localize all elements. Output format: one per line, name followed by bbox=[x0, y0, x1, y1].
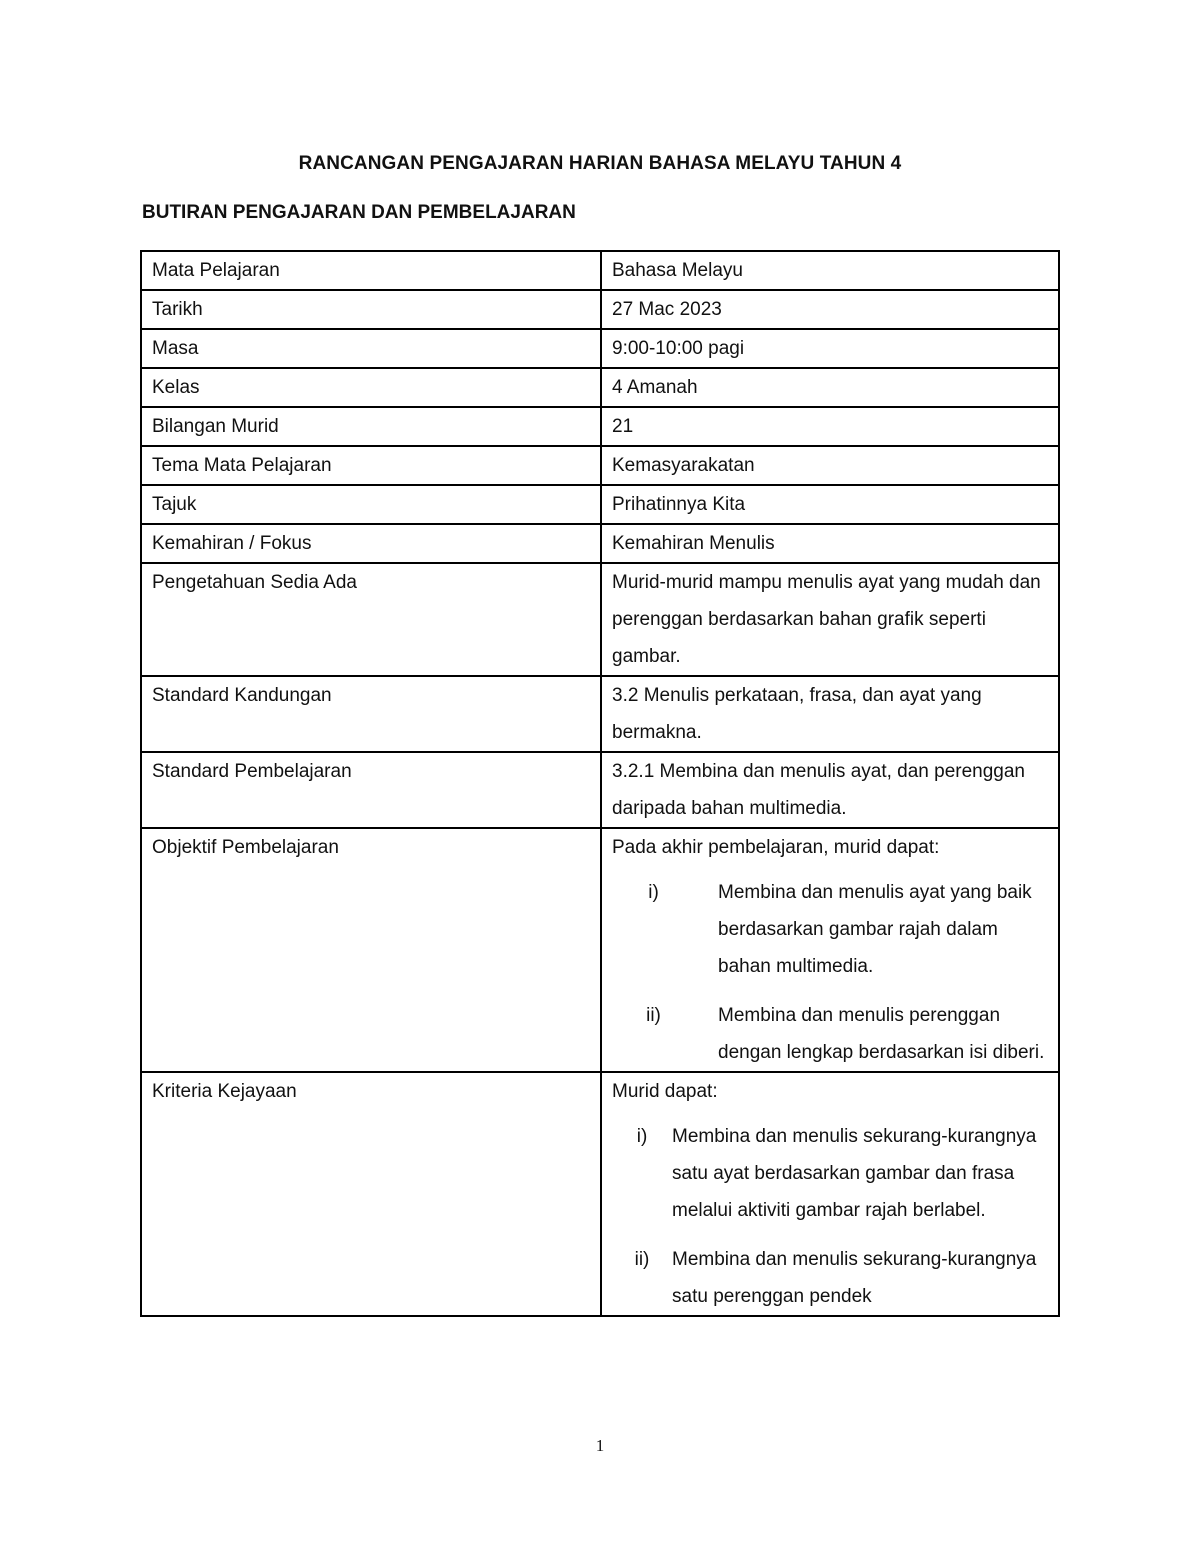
row-label: Tajuk bbox=[141, 485, 601, 524]
list-number: i) bbox=[648, 882, 659, 903]
table-row-kriteria bbox=[141, 1072, 1059, 1316]
kriteria-intro: Murid dapat: bbox=[612, 1081, 718, 1102]
row-value: Kemasyarakatan bbox=[601, 446, 1059, 485]
row-label: Kriteria Kejayaan bbox=[141, 1072, 601, 1316]
table-row bbox=[141, 251, 1059, 290]
row-value bbox=[601, 1072, 1059, 1316]
row-value: 3.2.1 Membina dan menulis ayat, dan perenggan daripada bahan multimedia. bbox=[601, 752, 1059, 828]
list-text: Membina dan menulis sekurang-kurangnya satu perenggan pendek bbox=[672, 1249, 1037, 1307]
row-label: Mata Pelajaran bbox=[141, 251, 601, 290]
page-number: 1 bbox=[595, 1436, 605, 1455]
table-row bbox=[141, 368, 1059, 407]
row-label: Standard Kandungan bbox=[141, 676, 601, 752]
list-number: ii) bbox=[646, 1005, 661, 1026]
row-value: 27 Mac 2023 bbox=[601, 290, 1059, 329]
row-value: Bahasa Melayu bbox=[601, 251, 1059, 290]
lesson-plan-table bbox=[140, 250, 1060, 1317]
row-label: Standard Pembelajaran bbox=[141, 752, 601, 828]
row-label: Tarikh bbox=[141, 290, 601, 329]
row-value: 4 Amanah bbox=[601, 368, 1059, 407]
table-row bbox=[141, 407, 1059, 446]
list-number: ii) bbox=[634, 1249, 650, 1270]
row-label: Pengetahuan Sedia Ada bbox=[141, 563, 601, 676]
objektif-list bbox=[612, 874, 1048, 1071]
row-value: Prihatinnya Kita bbox=[601, 485, 1059, 524]
row-value: Murid-murid mampu menulis ayat yang mudah dan perenggan berdasarkan bahan grafik seperti gambar. bbox=[601, 563, 1059, 676]
row-value: Kemahiran Menulis bbox=[601, 524, 1059, 563]
row-label: Tema Mata Pelajaran bbox=[141, 446, 601, 485]
list-text: Membina dan menulis sekurang-kurangnya satu ayat berdasarkan gambar dan frasa melalui aktiviti gambar rajah berlabel. bbox=[672, 1126, 1037, 1221]
row-value: 3.2 Menulis perkataan, frasa, dan ayat yang bermakna. bbox=[601, 676, 1059, 752]
table-row bbox=[141, 485, 1059, 524]
list-number: i) bbox=[636, 1126, 648, 1147]
table-row bbox=[141, 524, 1059, 563]
row-label: Bilangan Murid bbox=[141, 407, 601, 446]
list-item bbox=[612, 874, 1048, 985]
table-row-objektif bbox=[141, 828, 1059, 1072]
table-row bbox=[141, 752, 1059, 828]
row-value: 21 bbox=[601, 407, 1059, 446]
table-row bbox=[141, 329, 1059, 368]
row-label: Kemahiran / Fokus bbox=[141, 524, 601, 563]
section-heading: BUTIRAN PENGAJARAN DAN PEMBELAJARAN bbox=[142, 202, 576, 223]
table-row bbox=[141, 446, 1059, 485]
row-label: Objektif Pembelajaran bbox=[141, 828, 601, 1072]
kriteria-list bbox=[612, 1118, 1048, 1315]
list-text: Membina dan menulis ayat yang baik berdasarkan gambar rajah dalam bahan multimedia. bbox=[718, 882, 1032, 977]
row-label: Masa bbox=[141, 329, 601, 368]
list-text: Membina dan menulis perenggan dengan lengkap berdasarkan isi diberi. bbox=[718, 1005, 1045, 1063]
table-row bbox=[141, 290, 1059, 329]
list-item bbox=[612, 1118, 1048, 1229]
objektif-intro: Pada akhir pembelajaran, murid dapat: bbox=[612, 837, 940, 858]
row-value: 9:00-10:00 pagi bbox=[601, 329, 1059, 368]
table-row bbox=[141, 676, 1059, 752]
row-value bbox=[601, 828, 1059, 1072]
table-row bbox=[141, 563, 1059, 676]
row-label: Kelas bbox=[141, 368, 601, 407]
document-title: RANCANGAN PENGAJARAN HARIAN BAHASA MELAYU TAHUN 4 bbox=[298, 153, 902, 174]
list-item bbox=[612, 1241, 1048, 1315]
list-item bbox=[612, 997, 1048, 1071]
